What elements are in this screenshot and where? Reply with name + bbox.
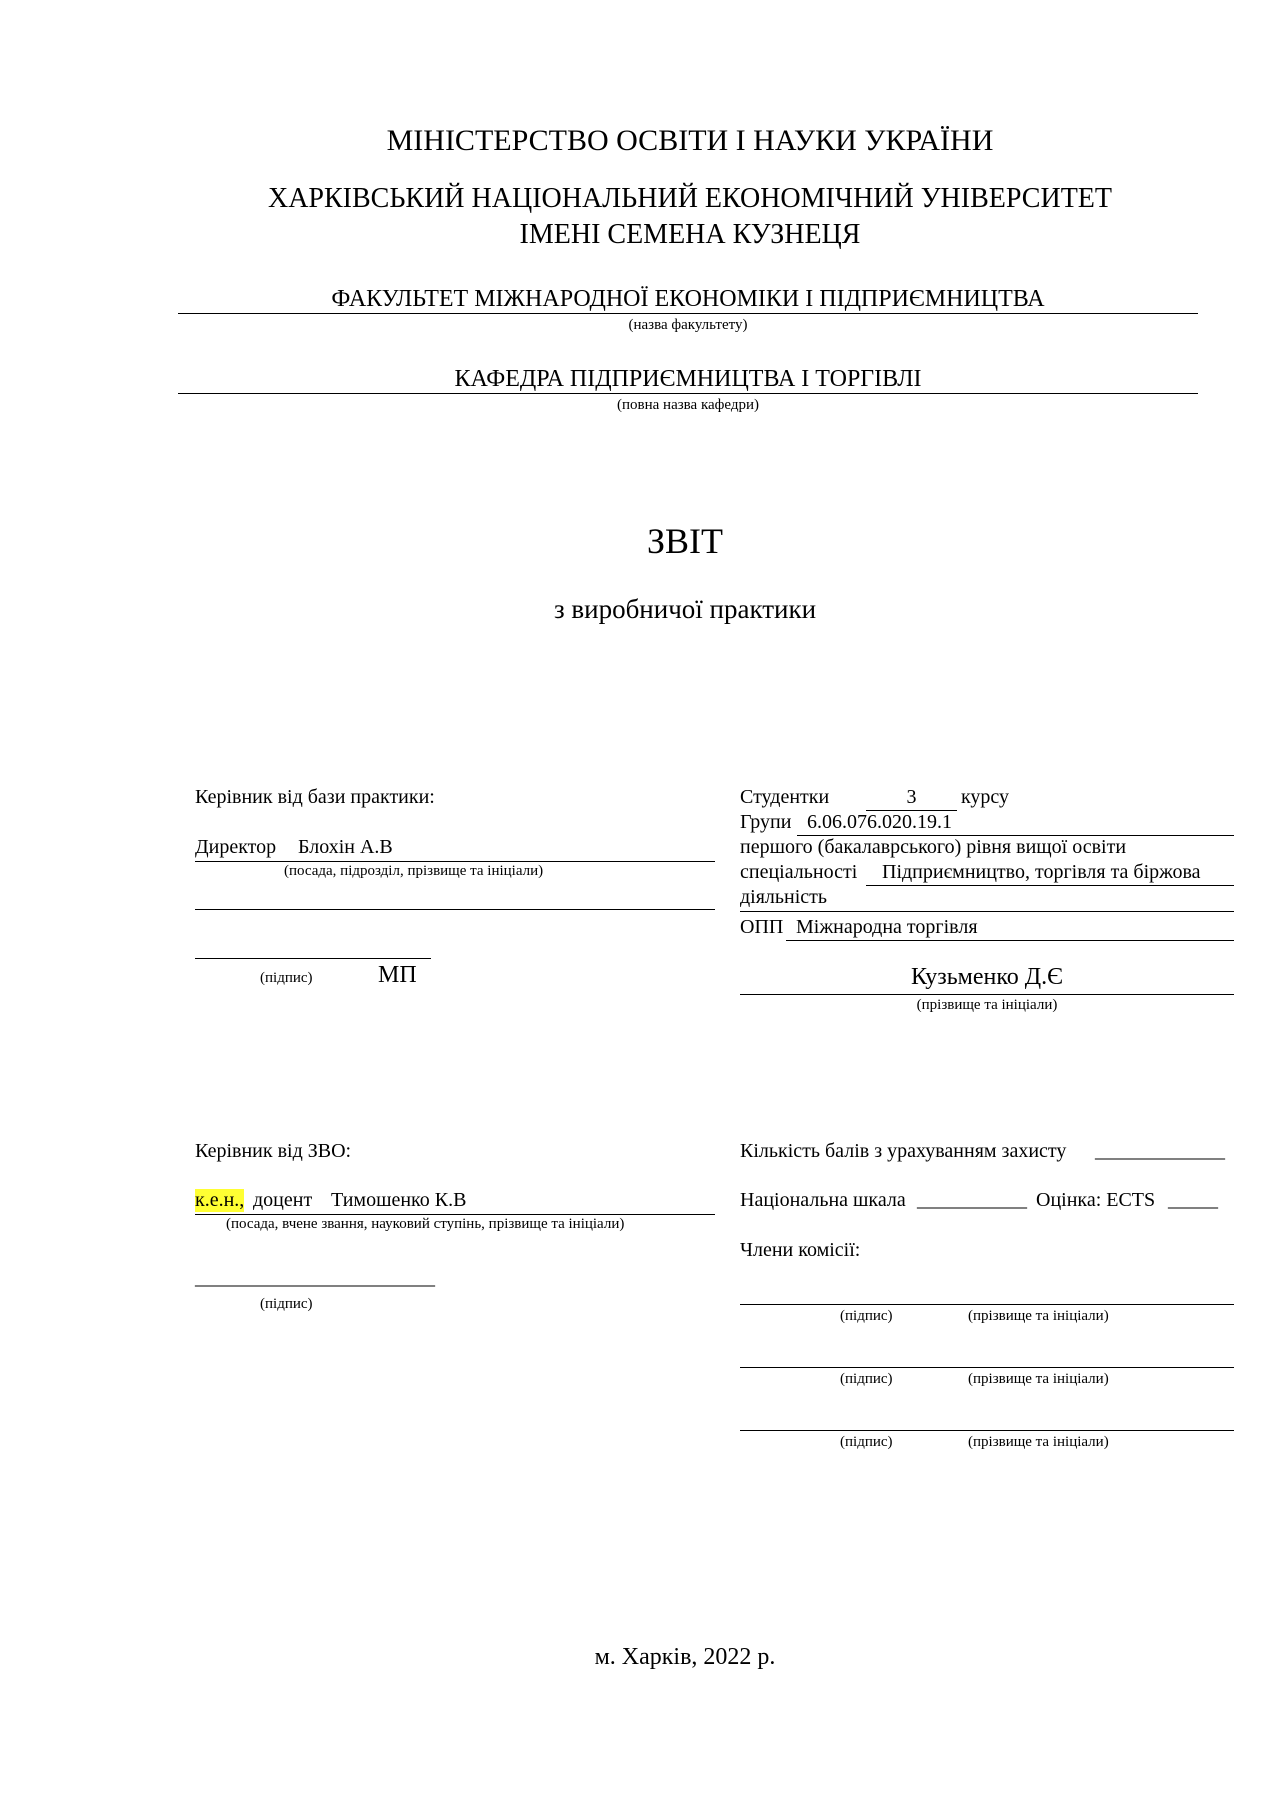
city-year: м. Харків, 2022 р.: [594, 1644, 776, 1670]
points-label: Кількість балів з урахуванням захисту: [740, 1140, 1067, 1162]
report-title: ЗВІТ: [646, 521, 724, 561]
university-title-line2: ІМЕНІ СЕМЕНА КУЗНЕЦЯ: [519, 219, 861, 250]
base-supervisor-signature-line: [195, 958, 431, 959]
base-supervisor-heading: Керівник від бази практики:: [195, 786, 435, 808]
base-supervisor-underline: [195, 861, 715, 862]
student-name-caption: (прізвище та ініціали): [916, 997, 1058, 1013]
points-blank: _____________: [1095, 1140, 1225, 1162]
specialty-continuation: діяльність: [740, 886, 828, 908]
commission-member-sign-caption: (підпис): [840, 1434, 893, 1450]
faculty-caption: (назва факультету): [628, 317, 748, 333]
commission-member-name-caption: (прізвище та ініціали): [968, 1308, 1109, 1324]
base-supervisor-name: Блохін А.В: [298, 836, 393, 858]
commission-member-name-caption: (прізвище та ініціали): [968, 1371, 1109, 1387]
ects-label: Оцінка: ECTS: [1036, 1189, 1156, 1211]
faculty-name: ФАКУЛЬТЕТ МІЖНАРОДНОЇ ЕКОНОМІКИ І ПІДПРИЄМНИЦТВА: [331, 286, 1045, 312]
commission-member-sign-caption: (підпис): [840, 1371, 893, 1387]
group-label: Групи: [740, 811, 792, 833]
specialty-underline-2: [740, 911, 1234, 912]
group-value: 6.06.076.020.19.1: [807, 811, 952, 833]
commission-member-line: [740, 1367, 1234, 1368]
university-supervisor-heading: Керівник від ЗВО:: [195, 1140, 352, 1162]
university-supervisor-signature-line: ________________________: [195, 1267, 435, 1289]
supervisor-degree-highlighted: к.е.н.,: [195, 1189, 245, 1211]
commission-label: Члени комісії:: [740, 1239, 861, 1261]
supervisor-position: доцент: [253, 1189, 313, 1211]
national-scale-blank: ___________: [917, 1189, 1027, 1211]
base-supervisor-signature-caption: (підпис): [260, 970, 313, 986]
base-supervisor-caption: (посада, підрозділ, прізвище та ініціали): [284, 863, 544, 879]
student-name-underline: [740, 994, 1234, 995]
department-caption: (повна назва кафедри): [617, 397, 759, 413]
ects-blank: _____: [1168, 1189, 1218, 1211]
department-name: КАФЕДРА ПІДПРИЄМНИЦТВА І ТОРГІВЛІ: [454, 366, 922, 392]
opp-underline: [786, 940, 1234, 941]
university-title-line1: ХАРКІВСЬКИЙ НАЦІОНАЛЬНИЙ ЕКОНОМІЧНИЙ УНІВЕРСИТЕТ: [267, 183, 1113, 214]
university-supervisor-caption: (посада, вчене звання, науковий ступінь, прізвище та ініціали): [226, 1216, 625, 1232]
commission-member-name-caption: (прізвище та ініціали): [968, 1434, 1109, 1450]
specialty-underline: [866, 885, 1234, 886]
opp-label: ОПП: [740, 916, 784, 938]
national-scale-label: Національна шкала: [740, 1189, 906, 1211]
opp-value: Міжнародна торгівля: [796, 916, 978, 938]
report-subtitle: з виробничої практики: [553, 594, 817, 624]
supervisor-name: Тимошенко К.В: [331, 1189, 467, 1211]
ministry-title: МІНІСТЕРСТВО ОСВІТИ І НАУКИ УКРАЇНИ: [386, 124, 994, 157]
student-course-value: 3: [906, 786, 917, 808]
education-level: першого (бакалаврського) рівня вищої освіти: [740, 836, 1127, 858]
student-name: Кузьменко Д.Є: [911, 964, 1063, 990]
base-supervisor-extra-line: [195, 909, 715, 910]
course-label: курсу: [961, 786, 1010, 808]
stamp-label: МП: [378, 962, 417, 988]
student-label: Студентки: [740, 786, 830, 808]
specialty-label: спеціальності: [740, 861, 858, 883]
commission-member-line: [740, 1430, 1234, 1431]
faculty-underline: [178, 313, 1198, 314]
commission-member-sign-caption: (підпис): [840, 1308, 893, 1324]
commission-member-line: [740, 1304, 1234, 1305]
university-supervisor-signature-caption: (підпис): [260, 1296, 313, 1312]
university-supervisor-underline: [195, 1214, 715, 1215]
base-supervisor-position: Директор: [195, 836, 277, 858]
department-underline: [178, 393, 1198, 394]
specialty-value: Підприємництво, торгівля та біржова: [882, 861, 1201, 883]
